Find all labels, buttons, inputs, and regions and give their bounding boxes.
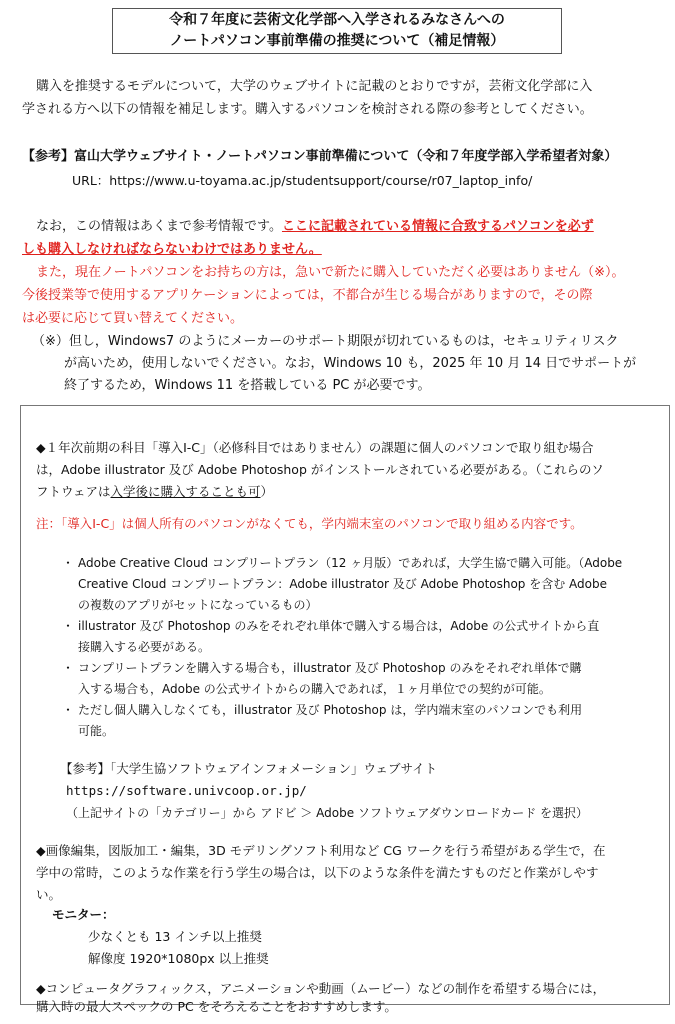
notice-line-2: しも購入しなければならないわけではありません。 [22,242,322,257]
bullet-mark-1: ・ [62,556,75,570]
section1-line-1: ◆１年次前期の科目「導入Ⅰ-C」（必修科目ではありません）の課題に個人のパソコンで取り組む場合 [36,440,594,455]
footnote-line-1: （※）但し，Windows7 のようにメーカーのサポート期限が切れているものは，セキュリティリスク [32,334,619,349]
bullet-2-line-2: 接購入する必要がある。 [78,640,211,654]
monitor-size: 少なくとも 13 インチ以上推奨 [88,929,262,944]
intro-line-1: 購入を推奨するモデルについて，大学のウェブサイトに記載のとおりですが，芸術文化学部に入 [36,79,593,94]
section1-underlined: 入学後に購入することも可 [110,484,261,499]
coop-hint: （上記サイトの「カテゴリー」から アドビ ＞ Adobe ソフトウェアダウンロードカード を選択） [66,806,589,820]
reference-url[interactable]: URL：https://www.u-toyama.ac.jp/studentsupport/course/r07_laptop_info/ [72,173,533,188]
bullet-4-line-2: 可能。 [78,724,115,738]
bullet-mark-4: ・ [62,703,75,717]
section1-line-3-lead: フトウェアは [36,484,111,499]
intro-line-2: 学される方へ以下の情報を補足します。購入するパソコンを検討される際の参考としてください。 [22,102,593,117]
reference-heading: 【参考】富山大学ウェブサイト・ノートパソコン事前準備について（令和７年度学部入学希望者対象） [22,149,618,164]
bullet-1-line-3: の複数のアプリがセットになっているもの） [78,598,318,612]
notice-lead: なお，この情報はあくまで参考情報です。 [36,219,282,234]
bullet-mark-2: ・ [62,619,75,633]
monitor-resolution: 解像度 1920*1080px 以上推奨 [88,951,269,966]
coop-url[interactable]: https://software.univcoop.or.jp/ [66,783,307,798]
monitor-label: モニター： [52,907,115,922]
title-box [112,8,562,54]
title-line-2: ノートパソコン事前準備の推奨について（補足情報） [169,33,505,49]
bullet-1-line-2: Creative Cloud コンプリートプラン：Adobe illustrator 及び Adobe Photoshop を含む Adobe [78,577,608,591]
notice-line-5: は必要に応じて買い替えてください。 [22,311,244,326]
bullet-4-line-1: ただし個人購入しなくても，illustrator 及び Photoshop は，学内端末室のパソコンでも利用 [78,703,583,717]
box-note: 注：「導入Ⅰ-C」は個人所有のパソコンがなくても，学内端末室のパソコンで取り組める内容です。 [36,516,583,531]
section2-line-1: ◆画像編集，図版加工・編集，3D モデリングソフト利用など CG ワークを行う希望がある学生で，在 [36,843,606,858]
section3-line-2: 購入時の最大スペックの PC をそろえることをおすすめします。 [36,999,397,1014]
section3-line-1: ◆コンピュータグラフィックス，アニメーションや動画（ムービー）などの制作を希望する場合には， [36,981,606,996]
title-line-1: 令和７年度に芸術文化学部へ入学されるみなさんへの [169,12,505,28]
section2-line-2: 学中の常時，このような作業を行う学生の場合は，以下のような条件を満たすものだと作業がしやす [36,865,599,880]
notice-line-1 [36,216,594,238]
bullet-2-line-1: illustrator 及び Photoshop のみをそれぞれ単体で購入する場合は，Adobe の公式サイトから直 [78,619,600,633]
section2-line-3: い。 [36,887,62,902]
section1-line-3-tail: ） [260,484,274,499]
bullet-1-line-1: Adobe Creative Cloud コンプリートプラン（12 ヶ月版）であれば，大学生協で購入可能。（Adobe [78,556,623,570]
footnote-line-2: が高いため，使用しないでください。なお，Windows 10 も，2025 年 10 月 14 日でサポートが [64,356,637,371]
bullet-3-line-1: コンプリートプランを購入する場合も，illustrator 及び Photoshop のみをそれぞれ単体で購 [78,661,582,675]
coop-heading: 【参考】「大学生協ソフトウェアインフォメーション」ウェブサイト [60,761,438,776]
section1-line-3 [36,481,273,503]
notice-line-4: 今後授業等で使用するアプリケーションによっては，不都合が生じる場合がありますので，その際 [22,288,593,303]
notice-line-3: また，現在ノートパソコンをお持ちの方は，急いで新たに購入していただく必要はありません（※）。 [36,265,625,280]
bullet-3-line-2: 入する場合も，Adobe の公式サイトからの購入であれば，１ヶ月単位での契約が可能。 [78,682,551,696]
footnote-line-3: 終了するため，Windows 11 を搭載している PC が必要です。 [64,378,431,393]
section1-line-2: は，Adobe illustrator 及び Adobe Photoshop がインストールされている必要がある。（これらのソ [36,462,604,477]
bullet-mark-3: ・ [62,661,75,675]
notice-emphasis: ここに記載されている情報に合致するパソコンを必ず [281,219,594,234]
